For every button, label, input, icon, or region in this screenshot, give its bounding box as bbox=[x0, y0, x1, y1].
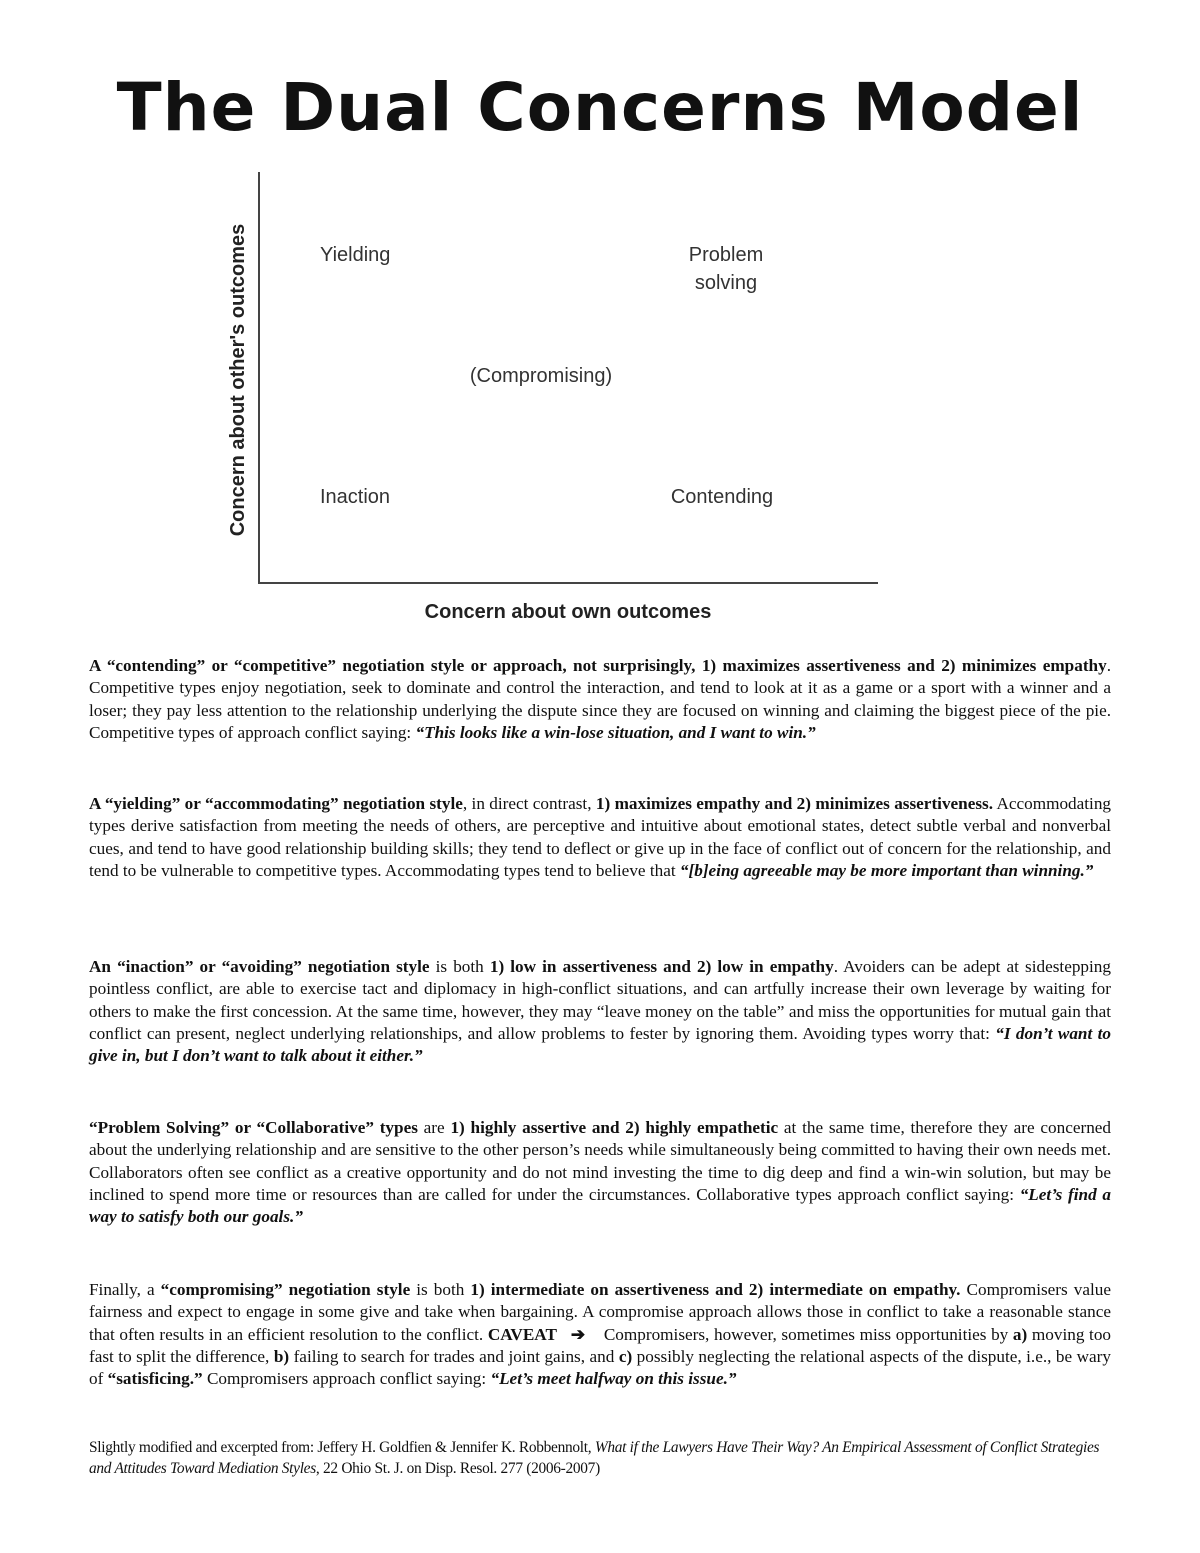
paragraph-contending bbox=[89, 655, 1111, 744]
citation-prefix: Slightly modified and excerpted from: Jeffery H. Goldfien & Jennifer K. Robbennolt, bbox=[89, 1439, 595, 1456]
compromising-body: Compromisers value fairness and expect to engage in some give and take when bargaining. A compromise approach allows those in conflict to take a reasonable stance that often results in an efficient resolution to the conflict. bbox=[89, 1280, 1112, 1344]
quadrant-contending: Contending bbox=[670, 486, 774, 508]
y-axis-label: Concern about other's outcomes bbox=[227, 223, 249, 537]
caveat-label: CAVEAT bbox=[487, 1324, 557, 1344]
compromising-mid: is both bbox=[410, 1280, 471, 1299]
page-title: The Dual Concerns Model bbox=[116, 69, 1084, 146]
yielding-bold2: 1) maximizes empathy and 2) minimizes assertiveness. bbox=[595, 794, 994, 813]
problem-solving-mid: are bbox=[417, 1118, 451, 1137]
quadrant-inaction: Inaction bbox=[320, 486, 391, 508]
item-b: b) bbox=[273, 1346, 290, 1366]
paragraph-yielding bbox=[89, 793, 1111, 882]
inaction-mid: is both bbox=[429, 957, 490, 976]
contending-quote: “This looks like a win-lose situation, and I want to win.” bbox=[415, 722, 816, 742]
inaction-bold2: 1) low in assertiveness and 2) low in empathy bbox=[489, 957, 834, 976]
contending-body: . Competitive types enjoy negotiation, seek to dominate and control the interaction, and tend to look at it as a game or a sport with a winner and a loser; they pay less attention to the relationship underlying the dispute since they are focused on winning and claiming the biggest piece of the pie. Competitive types of approach conflict saying: bbox=[89, 656, 1111, 742]
satisficing-term: “satisficing.” bbox=[107, 1369, 203, 1389]
yielding-lead: A “yielding” or “accommodating” negotiation style bbox=[89, 794, 463, 813]
paragraph-inaction bbox=[89, 956, 1111, 1067]
compromising-body2: Compromisers, however, sometimes miss opportunities by bbox=[599, 1324, 1013, 1344]
problem-solving-bold2: 1) highly assertive and 2) highly empathetic bbox=[450, 1118, 779, 1137]
quadrant-yielding: Yielding bbox=[320, 244, 391, 266]
quadrant-problem-solving-line2: solving bbox=[694, 272, 758, 294]
yielding-mid: , in direct contrast, bbox=[462, 794, 596, 813]
problem-solving-lead: “Problem Solving” or “Collaborative” types bbox=[89, 1118, 418, 1137]
quadrant-compromising: (Compromising) bbox=[469, 365, 613, 387]
item-a: a) bbox=[1012, 1324, 1028, 1344]
paragraph-compromising bbox=[89, 1279, 1111, 1390]
paragraph-problem-solving bbox=[89, 1117, 1111, 1228]
citation-title: What if the Lawyers Have Their Way? An Empirical Assessment of Conflict Strategies and Attitudes Toward Mediation Styles bbox=[89, 1439, 1100, 1477]
quadrant-problem-solving-line1: Problem bbox=[688, 244, 764, 266]
item-c: c) bbox=[618, 1346, 633, 1366]
compromising-lead: Finally, a bbox=[89, 1280, 161, 1299]
yielding-quote: “[b]eing agreeable may be more important than winning.” bbox=[679, 860, 1094, 880]
inaction-quote: “I don’t want to give in, but I don’t want to talk about it either.” bbox=[89, 1023, 1111, 1066]
inaction-body: . Avoiders can be adept at sidestepping pointless conflict, are able to exercise tact and diplomacy in high-conflict situations, and can artfully increase their own leverage by waiting for others to make the first concession. At the same time, however, they may “leave money on the table” and miss the opportunities for mutual gain that conflict can present, neglect underlying relationships, and allow problems to fester by ignoring them. Avoiding types worry that: bbox=[89, 957, 1111, 1043]
item-b-text: failing to search for trades and joint gains, and bbox=[289, 1346, 619, 1366]
problem-solving-body: at the same time, therefore they are concerned about the underlying relationship and are sensitive to the other person’s needs while simultaneously being committed to having their own needs met. Collaborators often see conflict as a creative opportunity and do not mind investing the time to dig deep and find a win-win solution, but may be inclined to spend more time or resources than are called for under the circumstances. Collaborative types approach conflict saying: bbox=[89, 1118, 1112, 1204]
compromising-body3: Compromisers approach conflict saying: bbox=[202, 1369, 491, 1389]
inaction-lead: An “inaction” or “avoiding” negotiation style bbox=[89, 957, 430, 976]
item-c-text: possibly neglecting the relational aspects of the dispute, i.e., be wary of bbox=[89, 1346, 1111, 1389]
x-axis-label: Concern about own outcomes bbox=[424, 601, 712, 623]
compromising-bold2: 1) intermediate on assertiveness and 2) intermediate on empathy. bbox=[470, 1280, 961, 1299]
contending-lead: A “contending” or “competitive” negotiation style or approach, not surprisingly, 1) maximizes assertiveness and 2) minimizes empathy bbox=[89, 656, 1107, 675]
problem-solving-quote: “Let’s find a way to satisfy both our goals.” bbox=[89, 1184, 1111, 1227]
dual-concerns-diagram bbox=[220, 168, 880, 628]
yielding-body: Accommodating types derive satisfaction from meeting the needs of others, are perceptive and intuitive about emotional states, detect subtle verbal and nonverbal cues, and tend to have good relationship building skills; they tend to deflect or give up in the face of conflict out of concern for the relationship, and tend to be vulnerable to competitive types. Accommodating types tend to believe that bbox=[89, 794, 1112, 880]
item-a-text: moving too fast to split the difference, bbox=[89, 1324, 1112, 1366]
compromising-quote: “Let’s meet halfway on this issue.” bbox=[490, 1369, 737, 1389]
citation-suffix: , 22 Ohio St. J. on Disp. Resol. 277 (2006-2007) bbox=[315, 1459, 600, 1477]
citation bbox=[89, 1438, 1111, 1479]
compromising-bold1: “compromising” negotiation style bbox=[160, 1280, 411, 1299]
arrow-right-icon: ➔ bbox=[570, 1324, 586, 1344]
